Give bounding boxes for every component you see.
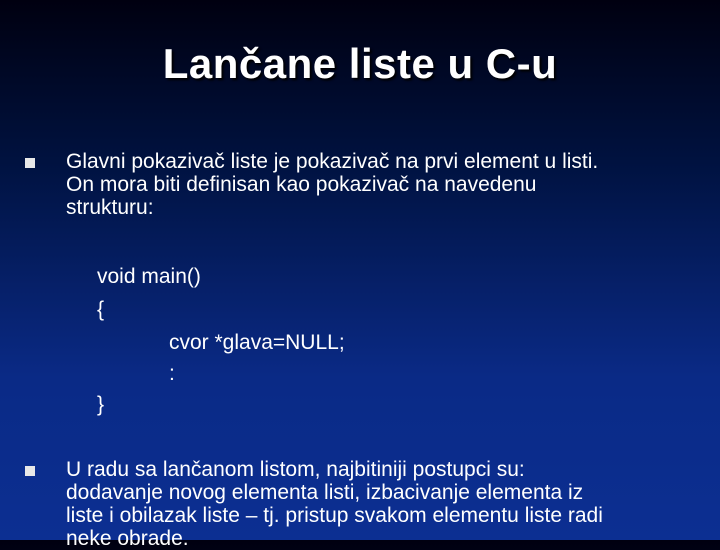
square-bullet-icon (25, 158, 35, 168)
code-line: } (97, 393, 105, 416)
code-line: cvor *glava=NULL; (169, 331, 345, 354)
bullet-text: Glavni pokazivač liste je pokazivač na prvi element u listi. On mora biti definisan kao pokazivač na navedenu strukturu: (66, 150, 599, 219)
code-line: : (169, 362, 175, 385)
code-line: { (97, 298, 105, 321)
square-bullet-icon (25, 466, 35, 476)
bullet-text: U radu sa lančanom listom, najbitiniji postupci su: dodavanje novog elementa listi, izbacivanje elementa iz liste i obilazak liste – tj. pristup svakom elementu liste radi neke obrade. (66, 458, 603, 550)
slide-title: Lančane liste u C-u (162, 40, 558, 87)
code-line: void main() (97, 265, 201, 288)
